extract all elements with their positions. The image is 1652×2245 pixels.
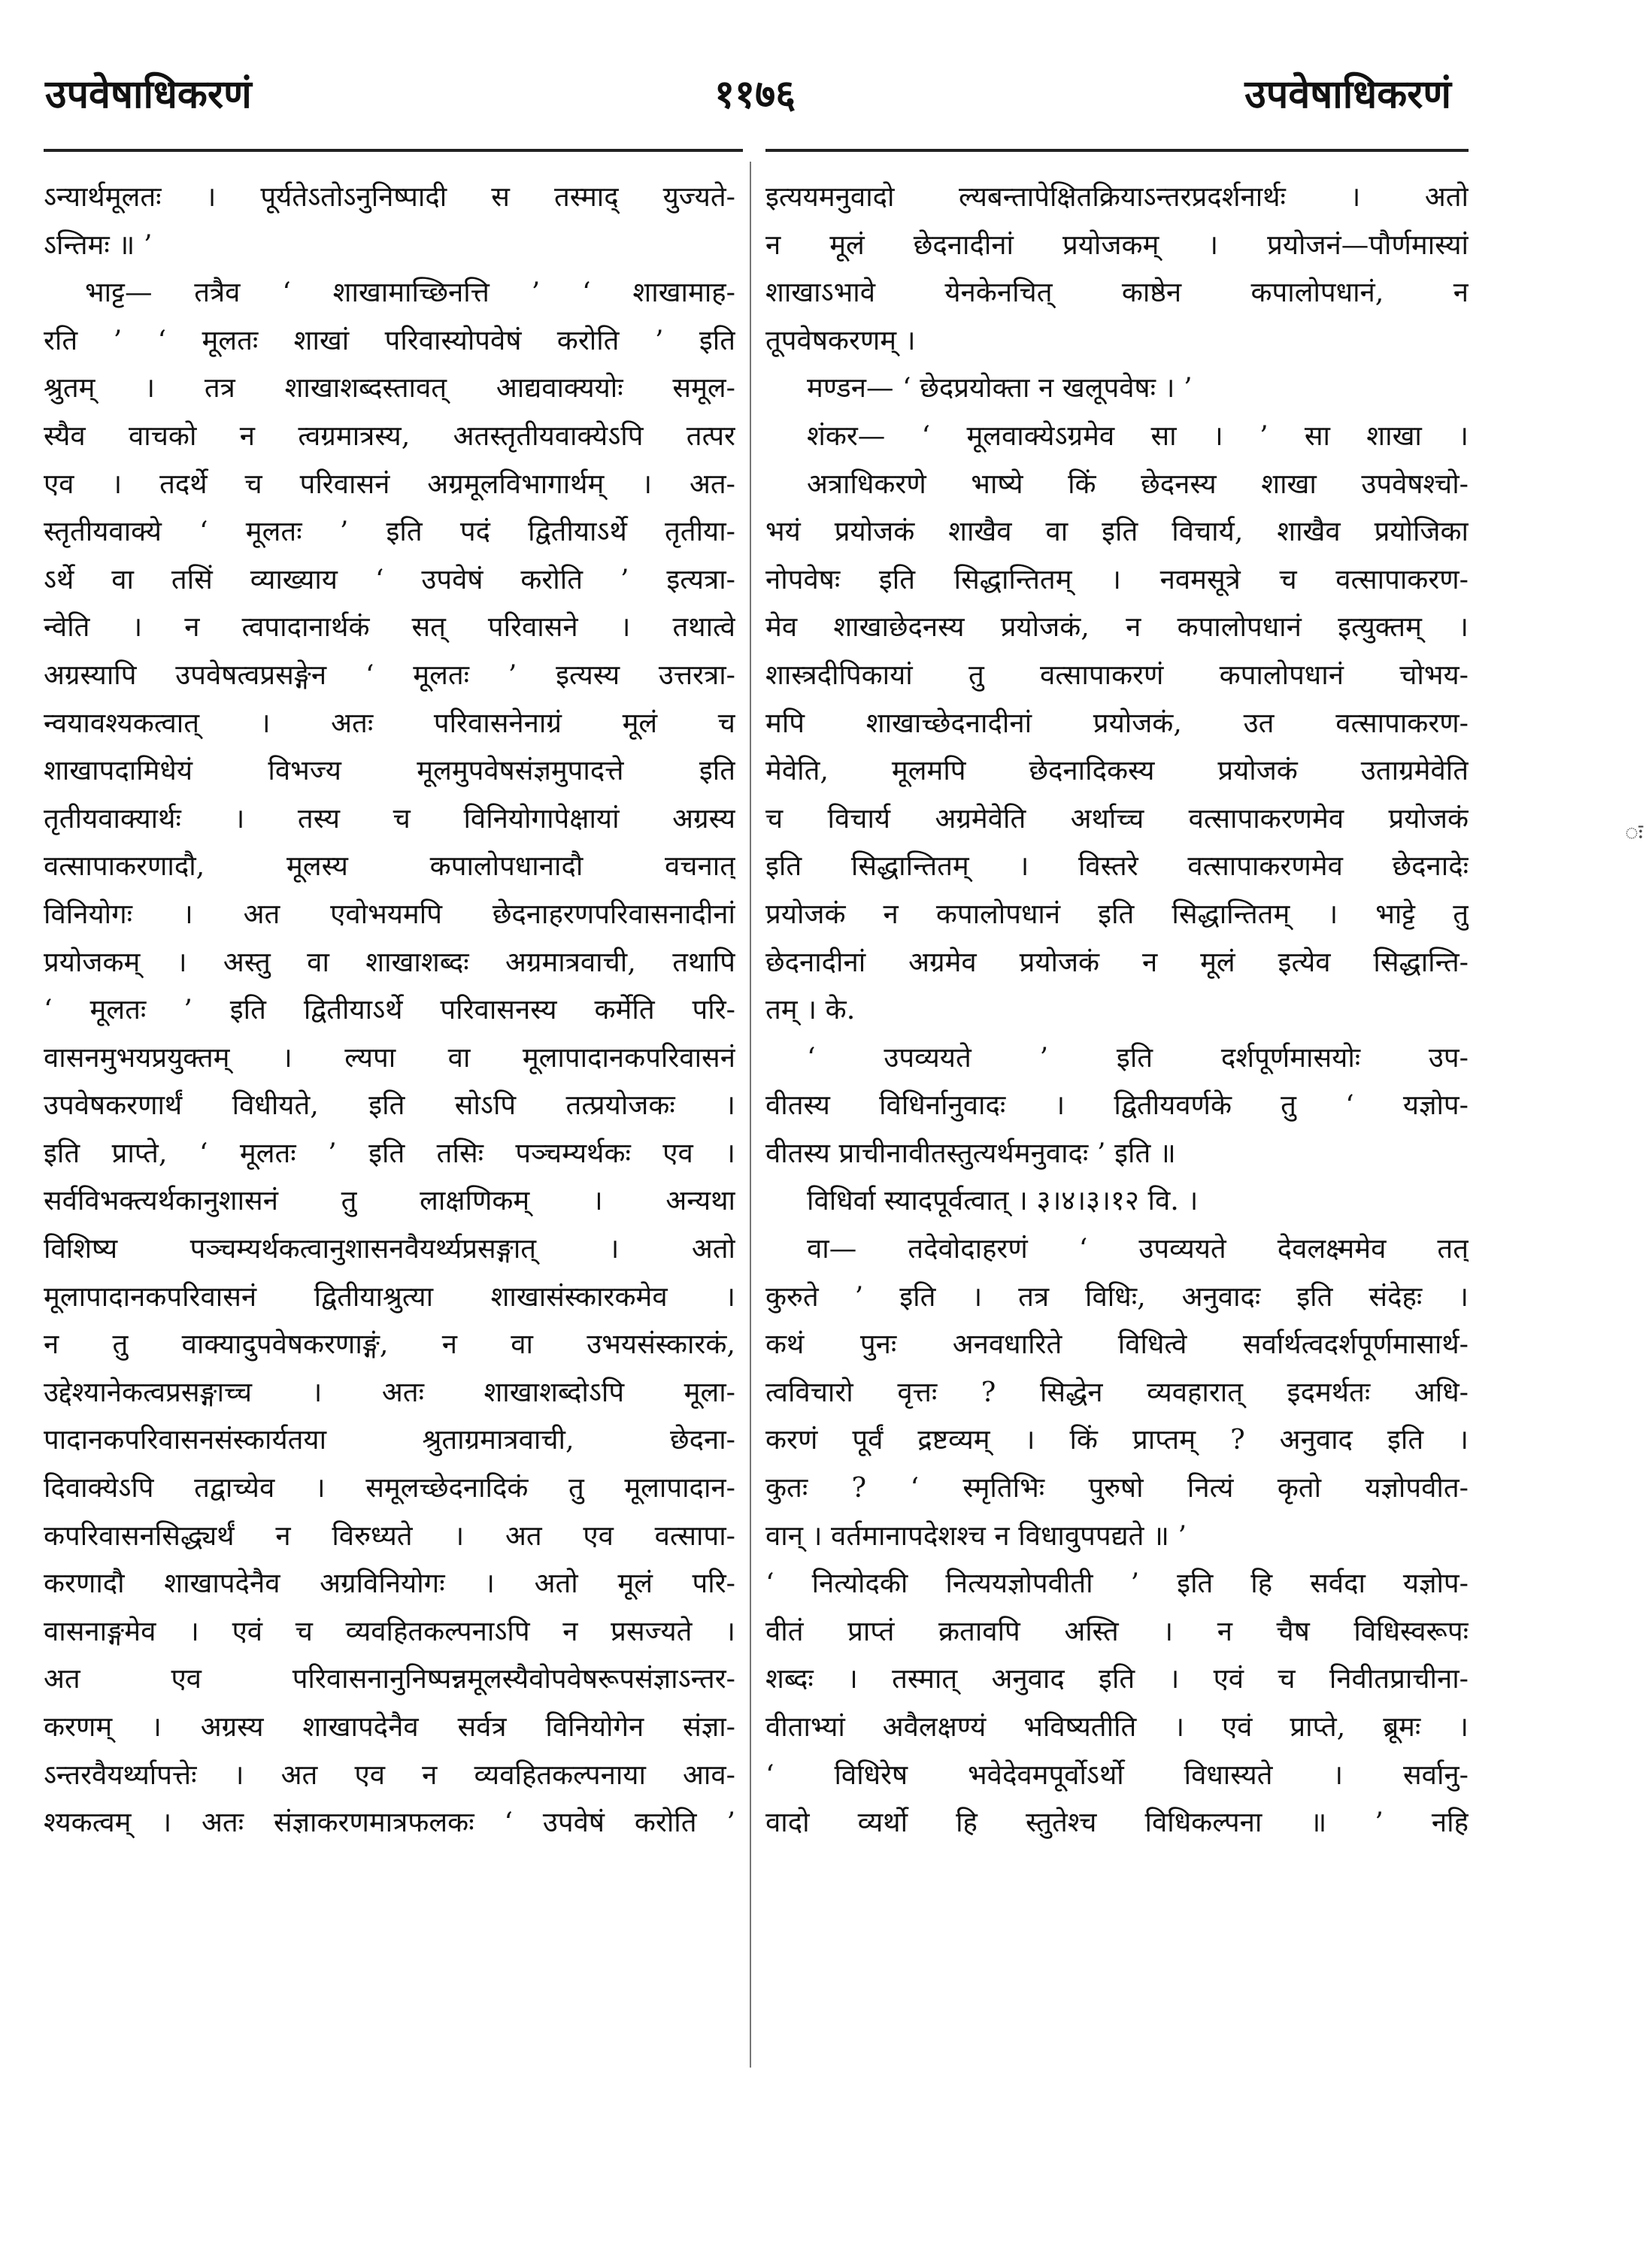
right-column-line: शंकर— ‘ मूलवाक्येऽग्रमेव सा । ’ सा शाखा । (807, 419, 1469, 452)
right-column-line: वादो व्यर्थो हि स्तुतेश्च विधिकल्पना ॥ ’ नहि (765, 1806, 1469, 1839)
left-column-line: वासनाङ्गमेव । एवं च व्यवहितकल्पनाऽपि न प्रसज्यते । (44, 1614, 735, 1647)
right-column-line: वान् । वर्तमानापदेशश्च न विधावुपपद्यते ॥ ’ (765, 1519, 1187, 1552)
right-column-line: ‘ नित्योदकी नित्ययज्ञोपवीती ’ इति हि सर्वदा यज्ञोप- (765, 1567, 1469, 1600)
left-column-line: ऽन्तिमः ॥ ’ (44, 228, 153, 261)
left-column-line: दिवाक्येऽपि तद्वाच्येव । समूलच्छेदनादिकं तु मूलापादान- (44, 1471, 735, 1504)
left-column-line: विनियोगः । अत एवोभयमपि छेदनाहरणपरिवासनादीनां (44, 897, 735, 930)
right-column-line: त्वविचारो वृत्तः ? सिद्धेन व्यवहारात् इदमर्थतः अधि- (765, 1375, 1469, 1408)
left-column-line: ऽन्यार्थमूलतः । पूर्यतेऽतोऽनुनिष्पादी स तस्माद् युज्यते- (44, 180, 735, 213)
running-header (45, 66, 1451, 134)
right-column-line: इति सिद्धान्तितम् । विस्तरे वत्सापाकरणमेव छेदनादेः (765, 850, 1469, 883)
right-column-line: वीतस्य प्राचीनावीतस्तुत्यर्थमनुवादः ’ इति ॥ (765, 1136, 1176, 1169)
right-column-line: मण्डन— ‘ छेदप्रयोक्ता न खलूपवेषः । ’ (807, 371, 1193, 404)
left-column-line: एव । तदर्थे च परिवासनं अग्रमूलविभागार्थम् । अत- (44, 467, 735, 500)
right-column-line: मपि शाखाच्छेदनादीनां प्रयोजकं, उत वत्सापाकरण- (765, 706, 1469, 739)
right-column-line: कुतः ? ‘ स्मृतिभिः पुरुषो नित्यं कृतो यज्ञोपवीत- (765, 1471, 1469, 1504)
right-column-line: छेदनादीनां अग्रमेव प्रयोजकं न मूलं इत्येव सिद्धान्ति- (765, 945, 1469, 978)
left-column (44, 173, 735, 1847)
left-column-line: भाट्ट— तत्रैव ‘ शाखामाच्छिनत्ति ’ ‘ शाखामाह- (85, 276, 735, 309)
left-column-line: श्रुतम् । तत्र शाखाशब्दस्तावत् आद्यवाक्ययोः समूल- (44, 371, 735, 404)
right-column-line: मेव शाखाछेदनस्य प्रयोजकं, न कपालोपधानं इत्युक्तम् । (765, 610, 1469, 644)
left-column-line: न तु वाक्यादुपवेषकरणाङ्गं, न वा उभयसंस्कारकं, (44, 1328, 735, 1361)
left-column-line: ‘ मूलतः ’ इति द्वितीयाऽर्थे परिवासनस्य कर्मेति परि- (44, 993, 735, 1026)
column-separator (750, 162, 751, 2068)
left-column-line: वासनमुभयप्रयुक्तम् । ल्यपा वा मूलापादानकपरिवासनं (44, 1041, 735, 1074)
right-column (765, 173, 1469, 1847)
left-column-line: प्रयोजकम् । अस्तु वा शाखाशब्दः अग्रमात्रवाची, तथापि (44, 945, 735, 978)
header-left-title: उपवेषाधिकरणं (45, 71, 252, 117)
right-column-line: तम् । के. (765, 993, 856, 1026)
page-number: ११७६ (714, 71, 796, 117)
right-column-line: विधिर्वा स्यादपूर्वत्वात् । ३।४।३।१२ वि. । (807, 1184, 1199, 1217)
right-column-line: करणं पूर्वं द्रष्टव्यम् । किं प्राप्तम् ? अनुवाद इति । (765, 1423, 1469, 1456)
right-column-line: ‘ उपव्ययते ’ इति दर्शपूर्णमासयोः उप- (807, 1041, 1469, 1074)
left-column-line: श्यकत्वम् । अतः संज्ञाकरणमात्रफलकः ‘ उपवेषं करोति ’ (44, 1806, 735, 1839)
left-column-line: उपवेषकरणार्थं विधीयते, इति सोऽपि तत्प्रयोजकः । (44, 1089, 735, 1122)
left-column-line: करणादौ शाखापदेनैव अग्रविनियोगः । अतो मूलं परि- (44, 1567, 735, 1600)
margin-mark: ः (1625, 820, 1643, 846)
left-column-line: स्तृतीयवाक्ये ‘ मूलतः ’ इति पदं द्वितीयाऽर्थे तृतीया- (44, 515, 735, 548)
header-rule-left (44, 149, 743, 152)
left-column-line: तृतीयवाक्यार्थः । तस्य च विनियोगापेक्षायां अग्रस्य (44, 801, 735, 835)
left-column-line: शाखापदामिधेयं विभज्य मूलमुपवेषसंज्ञमुपादत्ते इति (44, 754, 735, 787)
left-column-line: विशिष्य पञ्चम्यर्थकत्वानुशासनवैयर्थ्यप्रसङ्गात् । अतो (44, 1232, 735, 1265)
left-column-line: इति प्राप्ते, ‘ मूलतः ’ इति तसिः पञ्चम्यर्थकः एव । (44, 1136, 735, 1169)
left-column-line: करणम् । अग्रस्य शाखापदेनैव सर्वत्र विनियोगेन संज्ञा- (44, 1710, 735, 1743)
right-column-line: कुरुते ’ इति । तत्र विधिः, अनुवादः इति संदेहः । (765, 1280, 1469, 1313)
right-column-line: वीतं प्राप्तं क्रतावपि अस्ति । न चैष विधिस्वरूपः (765, 1614, 1469, 1647)
right-column-line: भयं प्रयोजकं शाखैव वा इति विचार्य, शाखैव प्रयोजिका (765, 515, 1469, 548)
right-column-line: वीतस्य विधिर्नानुवादः । द्वितीयवर्णके तु ‘ यज्ञोप- (765, 1089, 1469, 1122)
right-column-line: च विचार्य अग्रमेवेति अर्थाच्च वत्सापाकरणमेव प्रयोजकं (765, 801, 1469, 835)
header-right-title: उपवेषाधिकरणं (1244, 71, 1451, 117)
left-column-line: ऽन्तरवैयर्थ्यापत्तेः । अत एव न व्यवहितकल्पनाया आव- (44, 1758, 735, 1791)
right-column-line: शास्त्रदीपिकायां तु वत्सापाकरणं कपालोपधानं चोभय- (765, 658, 1469, 691)
left-column-line: ऽर्थे वा तसिं व्याख्याय ‘ उपवेषं करोति ’ इत्यत्रा- (44, 562, 735, 595)
right-column-line: मेवेति, मूलमपि छेदनादिकस्य प्रयोजकं उताग्रमेवेति (765, 754, 1469, 787)
left-column-line: न्वयावश्यकत्वात् । अतः परिवासनेनाग्रं मूलं च (44, 706, 735, 739)
right-column-line: वा— तदेवोदाहरणं ‘ उपव्ययते देवलक्ष्ममेव तत् (807, 1232, 1469, 1265)
right-column-line: कथं पुनः अनवधारिते विधित्वे सर्वार्थत्वदर्शपूर्णमासार्थ- (765, 1328, 1469, 1361)
left-column-line: अत एव परिवासनानुनिष्पन्नमूलस्यैवोपवेषरूपसंज्ञाऽन्तर- (44, 1662, 735, 1695)
left-column-line: कपरिवासनसिद्ध्यर्थं न विरुध्यते । अत एव वत्सापा- (44, 1519, 735, 1552)
left-column-line: रति ’ ‘ मूलतः शाखां परिवास्योपवेषं करोति ’ इति (44, 323, 735, 356)
right-column-line: न मूलं छेदनादीनां प्रयोजकम् । प्रयोजनं—पौर्णमास्यां (765, 228, 1469, 261)
right-column-line: शब्दः । तस्मात् अनुवाद इति । एवं च निवीतप्राचीना- (765, 1662, 1469, 1695)
right-column-line: अत्राधिकरणे भाष्ये किं छेदनस्य शाखा उपवेषश्चो- (807, 467, 1469, 500)
left-column-line: स्यैव वाचको न त्वग्रमात्रस्य, अतस्तृतीयवाक्येऽपि तत्पर (44, 419, 735, 452)
left-column-line: वत्सापाकरणादौ, मूलस्य कपालोपधानादौ वचनात् (44, 850, 735, 883)
left-column-line: अग्रस्यापि उपवेषत्वप्रसङ्गेन ‘ मूलतः ’ इत्यस्य उत्तरत्रा- (44, 658, 735, 691)
right-column-line: शाखाऽभावे येनकेनचित् काष्ठेन कपालोपधानं, न (765, 276, 1469, 309)
left-column-line: न्वेति । न त्वपादानार्थकं सत् परिवासने । तथात्वे (44, 610, 735, 644)
right-column-line: तूपवेषकरणम् । (765, 323, 916, 356)
right-column-line: नोपवेषः इति सिद्धान्तितम् । नवमसूत्रे च वत्सापाकरण- (765, 562, 1469, 595)
right-column-line: वीताभ्यां अवैलक्षण्यं भविष्यतीति । एवं प्राप्ते, ब्रूमः । (765, 1710, 1469, 1743)
right-column-line: ‘ विधिरेष भवेदेवमपूर्वोऽर्थो विधास्यते । सर्वानु- (765, 1758, 1469, 1791)
left-column-line: मूलापादानकपरिवासनं द्वितीयाश्रुत्या शाखासंस्कारकमेव । (44, 1280, 735, 1313)
right-column-line: प्रयोजकं न कपालोपधानं इति सिद्धान्तितम् । भाट्टे तु (765, 897, 1469, 930)
left-column-line: सर्वविभक्त्यर्थकानुशासनं तु लाक्षणिकम् । अन्यथा (44, 1184, 735, 1217)
right-column-line: इत्ययमनुवादो ल्यबन्तापेक्षितक्रियाऽन्तरप्रदर्शनार्थः । अतो (765, 180, 1469, 213)
left-column-line: उद्देश्यानेकत्वप्रसङ्गाच्च । अतः शाखाशब्दोऽपि मूला- (44, 1375, 735, 1408)
left-column-line: पादानकपरिवासनसंस्कार्यतया श्रुताग्रमात्रवाची, छेदना- (44, 1423, 735, 1456)
header-rule-right (765, 149, 1469, 152)
